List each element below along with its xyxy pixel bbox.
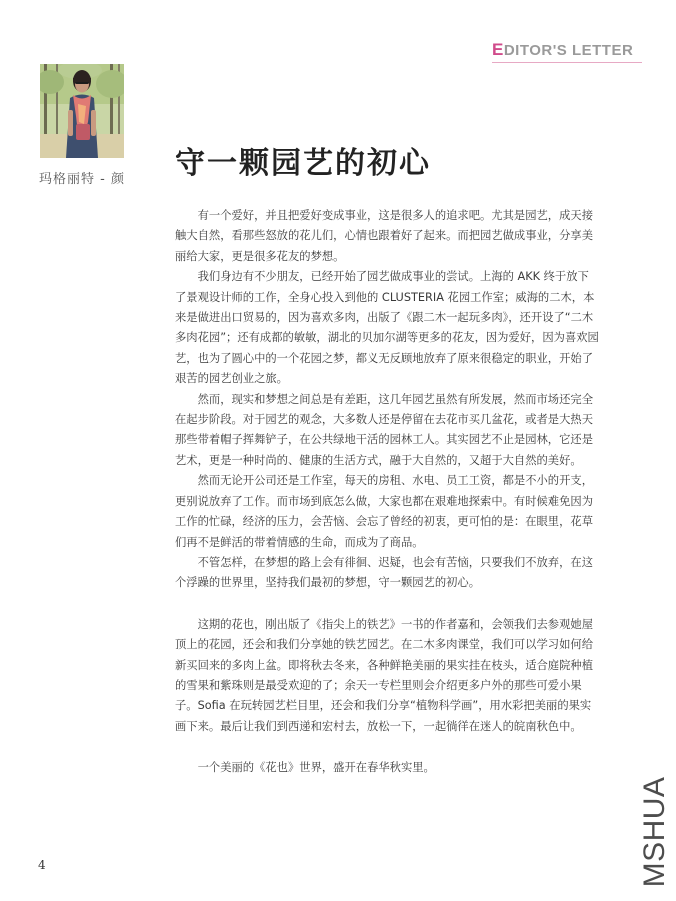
paragraph: 我们身边有不少朋友，已经开始了园艺做成事业的尝试。上海的 AKK 终于放下了景观设计师的工作，全身心投入到他的 CLUSTERIA 花园工作室；威海的二木，本来是做进出口贸易的，因为喜欢多肉，出版了《跟二木一起玩多肉》，还开设了“二木多肉花园”；还有成都的敏敏，湖北的贝加尔湖等更多的花友，因为爱好，因为喜欢园艺，也为了圆心中的一个花园之梦，都义无反顾地放弃了原来很稳定的职业，开始了艰苦的园艺创业之旅。 — [175, 270, 599, 386]
section-header-text: DITOR'S LETTER — [503, 42, 634, 59]
section-header — [492, 40, 633, 60]
paragraph: 不管怎样，在梦想的路上会有徘徊、迟疑，也会有苦恼，只要我们不放弃，在这个浮躁的世界里，坚持我们最初的梦想，守一颗园艺的初心。 — [175, 555, 593, 590]
paragraph: 这期的花也，刚出版了《指尖上的铁艺》一书的作者嘉和，会领我们去参观她屋顶上的花园，还会和我们分享她的铁艺园艺。在二木多肉课堂，我们可以学习如何给新买回来的多肉上盆。即将秋去冬来，各种鲜艳美丽的果实挂在枝头，适合庭院种植的雪果和紫珠则是最受欢迎的了；余天一专栏里则会介绍更多户外的那些可爱小果子。Sofia 在玩转园艺栏目里，还会和我们分享“植物科学画”，用水彩把美丽的果实画下来。最后让我们到西递和宏村去，放松一下，一起徜徉在迷人的皖南秋色中。 — [175, 617, 593, 733]
author-name: 玛格丽特 - 颜 — [39, 172, 125, 187]
paragraph: 有一个爱好，并且把爱好变成事业，这是很多人的追求吧。尤其是园艺，成天接触大自然，看那些怒放的花儿们，心情也跟着好了起来。而把园艺做成事业，分享美丽给大家，更是很多花友的梦想。 — [175, 209, 593, 263]
page-number: 4 — [38, 858, 46, 872]
paragraph: 一个美丽的《花也》世界，盛开在春华秋实里。 — [197, 761, 435, 775]
author-photo — [40, 64, 124, 158]
paragraph: 然而，现实和梦想之间总是有差距，这几年园艺虽然有所发展，然而市场还完全在起步阶段。对于园艺的观念，大多数人还是停留在去花市买几盆花，或者是大热天那些带着帽子挥舞铲子，在公共绿地干活的园林工人。其实园艺不止是园林，它还是艺术，更是一种时尚的、健康的生活方式，融于大自然的，又超于大自然的美好。 — [175, 392, 593, 467]
header-rule — [492, 62, 642, 63]
paragraph: 然而无论开公司还是工作室，每天的房租、水电、员工工资，都是不小的开支，更别说放弃了工作。而市场到底怎么做，大家也都在艰难地探索中。有时候难免因为工作的忙碌，经济的压力，会苦恼、会忘了曾经的初衷，更可怕的是：在眼里，花草们再不是鲜活的带着情感的生命，而成为了商品。 — [175, 474, 593, 549]
paragraph-spacer — [175, 594, 600, 615]
paragraph-spacer — [175, 737, 600, 758]
article-body — [175, 206, 600, 779]
section-header-initial: E — [492, 40, 504, 59]
article-title: 守一颗园艺的初心 — [175, 146, 431, 181]
brand-mark: MSHUA — [638, 776, 671, 888]
